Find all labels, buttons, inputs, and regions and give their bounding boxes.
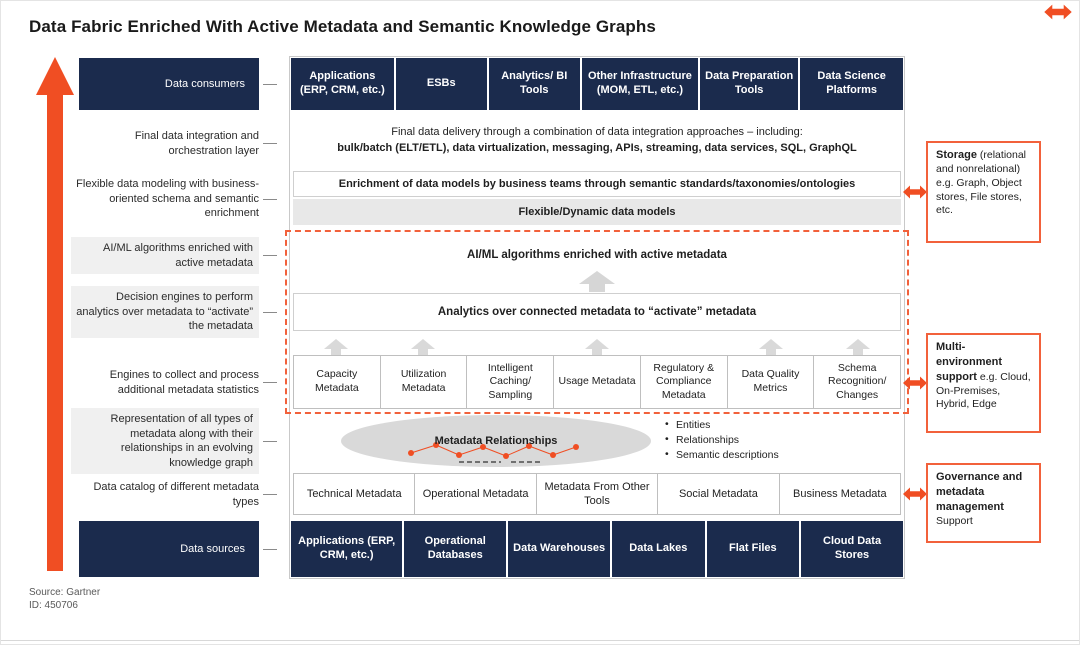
row-label-flexible-modeling: Flexible data modeling with business-oriented schema and semantic enrichment — [76, 178, 259, 220]
knowledge-graph-bullets — [663, 419, 779, 461]
stat-cell-capacity: Capacity Metadata — [293, 355, 381, 409]
stat-cell-caching: Intelligent Caching/ Sampling — [466, 355, 554, 409]
consumer-cell-analytics-bi: Analytics/ BI Tools — [489, 58, 580, 110]
connector-tick — [263, 255, 277, 256]
source-text: Source: Gartner — [29, 587, 101, 598]
enrichment-band: Enrichment of data models by business teams through semantic standards/taxonomies/ontologies — [293, 171, 901, 197]
governance-callout-body: Support — [936, 514, 973, 527]
row-label-final-integration: Final data integration and orchestration layer — [134, 130, 259, 157]
final-delivery-line2: bulk/batch (ELT/ETL), data virtualization, messaging, APIs, streaming, data services, SQL, GraphQL — [337, 142, 857, 154]
stat-cell-usage: Usage Metadata — [553, 355, 641, 409]
storage-double-arrow-icon — [903, 185, 927, 199]
consumer-cell-other-infrastructure: Other Infrastructure (MOM, ETL, etc.) — [582, 58, 698, 110]
knowledge-graph-bullet: • Semantic descriptions — [663, 449, 779, 461]
consumer-cell-applications: Applications (ERP, CRM, etc.) — [291, 58, 394, 110]
multi-environment-callout-title: Multi-environment support — [936, 341, 1003, 383]
analytics-band: Analytics over connected metadata to “activate” metadata — [293, 293, 901, 331]
connector-tick — [263, 143, 277, 144]
aiml-band: AI/ML algorithms enriched with active metadata — [293, 241, 901, 269]
source-cell-operational-databases: Operational Databases — [404, 521, 506, 577]
catalog-cell-technical: Technical Metadata — [293, 473, 415, 515]
page-title: Data Fabric Enriched With Active Metadata and Semantic Knowledge Graphs — [29, 17, 656, 36]
stat-cell-quality: Data Quality Metrics — [727, 355, 815, 409]
row-label-decision-engines: Decision engines to perform analytics over metadata to “activate” the metadata — [71, 286, 259, 338]
corner-double-arrow-icon — [1043, 4, 1073, 20]
row-label-knowledge-graph: Representation of all types of metadata along with their relationships in an evolving knowledge graph — [71, 408, 259, 474]
multi-environment-callout-body: e.g. Cloud, On-Premises, Hybrid, Edge — [936, 370, 1031, 411]
source-cell-data-warehouses: Data Warehouses — [508, 521, 610, 577]
up-arrow-icon — [759, 339, 783, 349]
stat-cell-regulatory: Regulatory & Compliance Metadata — [640, 355, 728, 409]
consumer-cell-data-preparation: Data Preparation Tools — [700, 58, 798, 110]
metadata-relationships-ellipse — [341, 415, 651, 467]
up-arrow-icon — [585, 339, 609, 349]
row-label-data-catalog: Data catalog of different metadata types — [93, 481, 259, 508]
stat-cell-schema: Schema Recognition/ Changes — [813, 355, 901, 409]
consumers-row — [291, 58, 903, 110]
multi-environment-double-arrow-icon — [903, 376, 927, 390]
source-cell-applications: Applications (ERP, CRM, etc.) — [291, 521, 402, 577]
storage-callout-title: Storage — [936, 149, 977, 161]
final-delivery-note — [293, 117, 901, 165]
multi-environment-callout — [926, 333, 1041, 433]
up-arrow-icon — [411, 339, 435, 349]
catalog-cell-operational: Operational Metadata — [414, 473, 536, 515]
up-arrow-icon — [846, 339, 870, 349]
flow-up-arrow-head — [36, 57, 74, 95]
knowledge-graph-bullet: • Entities — [663, 419, 779, 431]
connector-tick — [263, 84, 277, 85]
final-delivery-line1: Final data delivery through a combination of data integration approaches – including: — [391, 126, 803, 139]
source-cell-flat-files: Flat Files — [707, 521, 800, 577]
id-text: ID: 450706 — [29, 600, 78, 611]
flexible-models-band: Flexible/Dynamic data models — [293, 199, 901, 225]
storage-callout-body: (relational and nonrelational) e.g. Graph, Object stores, File stores, etc. — [936, 149, 1026, 217]
connector-tick — [263, 199, 277, 200]
row-label-collect-engines: Engines to collect and process additional metadata statistics — [109, 369, 259, 396]
catalog-cell-social: Social Metadata — [657, 473, 779, 515]
sources-row — [291, 521, 903, 577]
source-cell-cloud-data-stores: Cloud Data Stores — [801, 521, 903, 577]
up-arrow-icon — [579, 271, 615, 284]
knowledge-graph-bullet: • Relationships — [663, 434, 779, 446]
governance-callout — [926, 463, 1041, 543]
row-label-data-consumers: Data consumers — [79, 58, 259, 110]
governance-callout-title: Governance and metadata management — [936, 471, 1023, 513]
up-arrow-icon — [324, 339, 348, 349]
catalog-cell-other-tools: Metadata From Other Tools — [536, 473, 658, 515]
row-label-aiml: AI/ML algorithms enriched with active metadata — [71, 237, 259, 274]
metadata-stats-row — [293, 355, 901, 409]
connector-tick — [263, 312, 277, 313]
row-label-data-sources: Data sources — [79, 521, 259, 577]
storage-callout — [926, 141, 1041, 243]
connector-tick — [263, 441, 277, 442]
bottom-divider — [1, 640, 1080, 641]
catalog-cell-business: Business Metadata — [779, 473, 901, 515]
source-cell-data-lakes: Data Lakes — [612, 521, 705, 577]
metadata-relationships-label: Metadata Relationships — [434, 435, 558, 447]
connector-tick — [263, 549, 277, 550]
consumer-cell-esbs: ESBs — [396, 58, 487, 110]
stat-cell-utilization: Utilization Metadata — [380, 355, 468, 409]
catalog-row — [293, 473, 901, 515]
flow-up-arrow-shaft — [47, 94, 63, 571]
connector-tick — [263, 382, 277, 383]
connector-tick — [263, 494, 277, 495]
consumer-cell-data-science: Data Science Platforms — [800, 58, 903, 110]
governance-double-arrow-icon — [903, 487, 927, 501]
